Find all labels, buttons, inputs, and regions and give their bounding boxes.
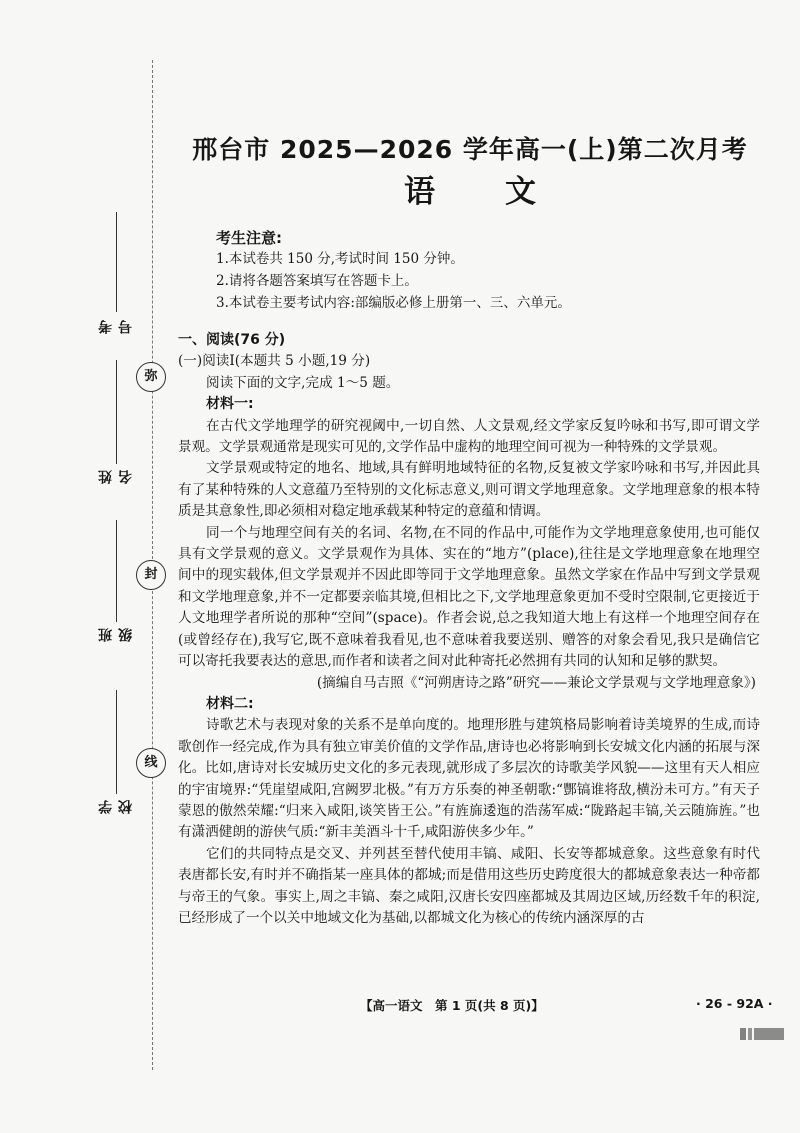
margin-field-label: 考号: [98, 320, 134, 334]
margin-field-label: 班级: [98, 628, 134, 642]
notes-title: 考生注意:: [216, 229, 282, 247]
part-title: (一)阅读Ⅰ(本题共 5 小题,19 分): [178, 353, 371, 370]
margin-field-line: [116, 360, 117, 464]
margin-field-label: 姓名: [98, 470, 134, 484]
watermark-logo: [740, 1028, 784, 1040]
seal-char-xian: 线: [136, 748, 166, 778]
note-item: 3.本试卷主要考试内容:部编版必修上册第一、三、六单元。: [216, 295, 571, 311]
note-item: 1.本试卷共 150 分,考试时间 150 分钟。: [216, 251, 464, 267]
exam-code: · 26 - 92A ·: [696, 996, 773, 1011]
paragraph: 它们的共同特点是交叉、并列甚至替代使用丰镐、咸阳、长安等都城意象。这些意象有时代表唐都长安,有时并不确指某一座具体的都城;而是借用这些历史跨度很大的都城意象表达一种帝都与帝王的气象。事实上,周之丰镐、秦之咸阳,汉唐长安四座都城及其周边区域,历经数千年的积淀,已经形成了一个以关中地域文化为基础,以都城文化为核心的传统内涵深厚的古: [178, 845, 760, 926]
instruction: 阅读下面的文字,完成 1～5 题。: [206, 374, 400, 391]
paragraph: 同一个与地理空间有关的名词、名物,在不同的作品中,可能作为文学地理意象使用,也可能仅具有文学景观的意义。文学景观作为具体、实在的“地方”(place),往往是文学地理意象在地理空间中的现实载体,但文学景观并不因此即等同于文学地理意象。虽然文学家在作品中写到文学景观和文学地理意象,并不一定都要亲临其境,但相比之下,文学地理意象更加不受时空限制,它更接近于人文地理学者所说的那种“空间”(space)。作者会说,总之我知道大地上有这样一个地理空间存在(或曾经存在),我写它,既不意味着我看见,也不意味着我要送别、赠答的对象会看见,我只是确信它可以寄托我要表达的意思,而作者和读者之间对此种寄托必然拥有共同的认知和足够的默契。: [178, 524, 760, 670]
paragraph: 文学景观或特定的地名、地域,具有鲜明地域特征的名物,反复被文学家吟咏和书写,并因此具有了某种特殊的人文意蕴乃至特别的文化标志意义,则可谓文学地理意象。文学地理意象的根本特质是其意象性,即必须相对稳定地承载某种特定的意蕴和情调。: [178, 460, 760, 520]
section-title: 一、阅读(76 分): [178, 332, 286, 348]
notes-list: [216, 248, 776, 314]
note-item: 2.请将各题答案填写在答题卡上。: [216, 273, 418, 289]
reading-section: [178, 330, 760, 929]
margin-field-line: [116, 212, 117, 312]
margin-field-line: [116, 520, 117, 622]
paragraph: 诗歌艺术与表现对象的关系不是单向度的。地理形胜与建筑格局影响着诗美境界的生成,而诗歌创作一经完成,作为具有独立审美价值的文学作品,唐诗也必将影响到长安城文化内涵的拓展与深化。比如,唐诗对长安城历史文化的多元表现,就形成了多层次的诗歌美学风貌——这里有天人相应的宇宙境界:“凭崖望咸阳,宫阙罗北极。”有万方乐奏的神圣朝歌:“酆镐谁将敌,横汾未可方。”有天子蒙恩的傲然荣耀:“归来入咸阳,谈笑皆王公。”有旌旆逶迤的浩荡军威:“陇路起丰镐,关云随旆旌。”也有潇洒健朗的游侠气质:“新丰美酒斗十千,咸阳游侠多少年。”: [178, 717, 760, 841]
source-citation: (摘编自马吉照《“河朔唐诗之路”研究——兼论文学景观与文学地理意象》): [316, 674, 756, 691]
margin-field-line: [116, 690, 117, 794]
material-label: 材料二:: [206, 695, 254, 712]
margin-field-label: 学校: [98, 800, 134, 814]
seal-char-feng: 封: [136, 560, 166, 590]
exam-subject: 语文: [404, 174, 606, 210]
seal-char-mi: 弥: [136, 362, 166, 392]
page-footer: 【高一语文 第 1 页(共 8 页)】: [360, 998, 544, 1013]
material-label: 材料一:: [206, 396, 254, 413]
exam-title: 邢台市 2025—2026 学年高一(上)第二次月考: [192, 135, 748, 164]
paragraph: 在古代文学地理学的研究视阈中,一切自然、人文景观,经文学家反复吟咏和书写,即可谓文学景观。文学景观通常是现实可见的,文学作品中虚构的地理空间可视为一种特殊的文学景观。: [178, 417, 760, 456]
